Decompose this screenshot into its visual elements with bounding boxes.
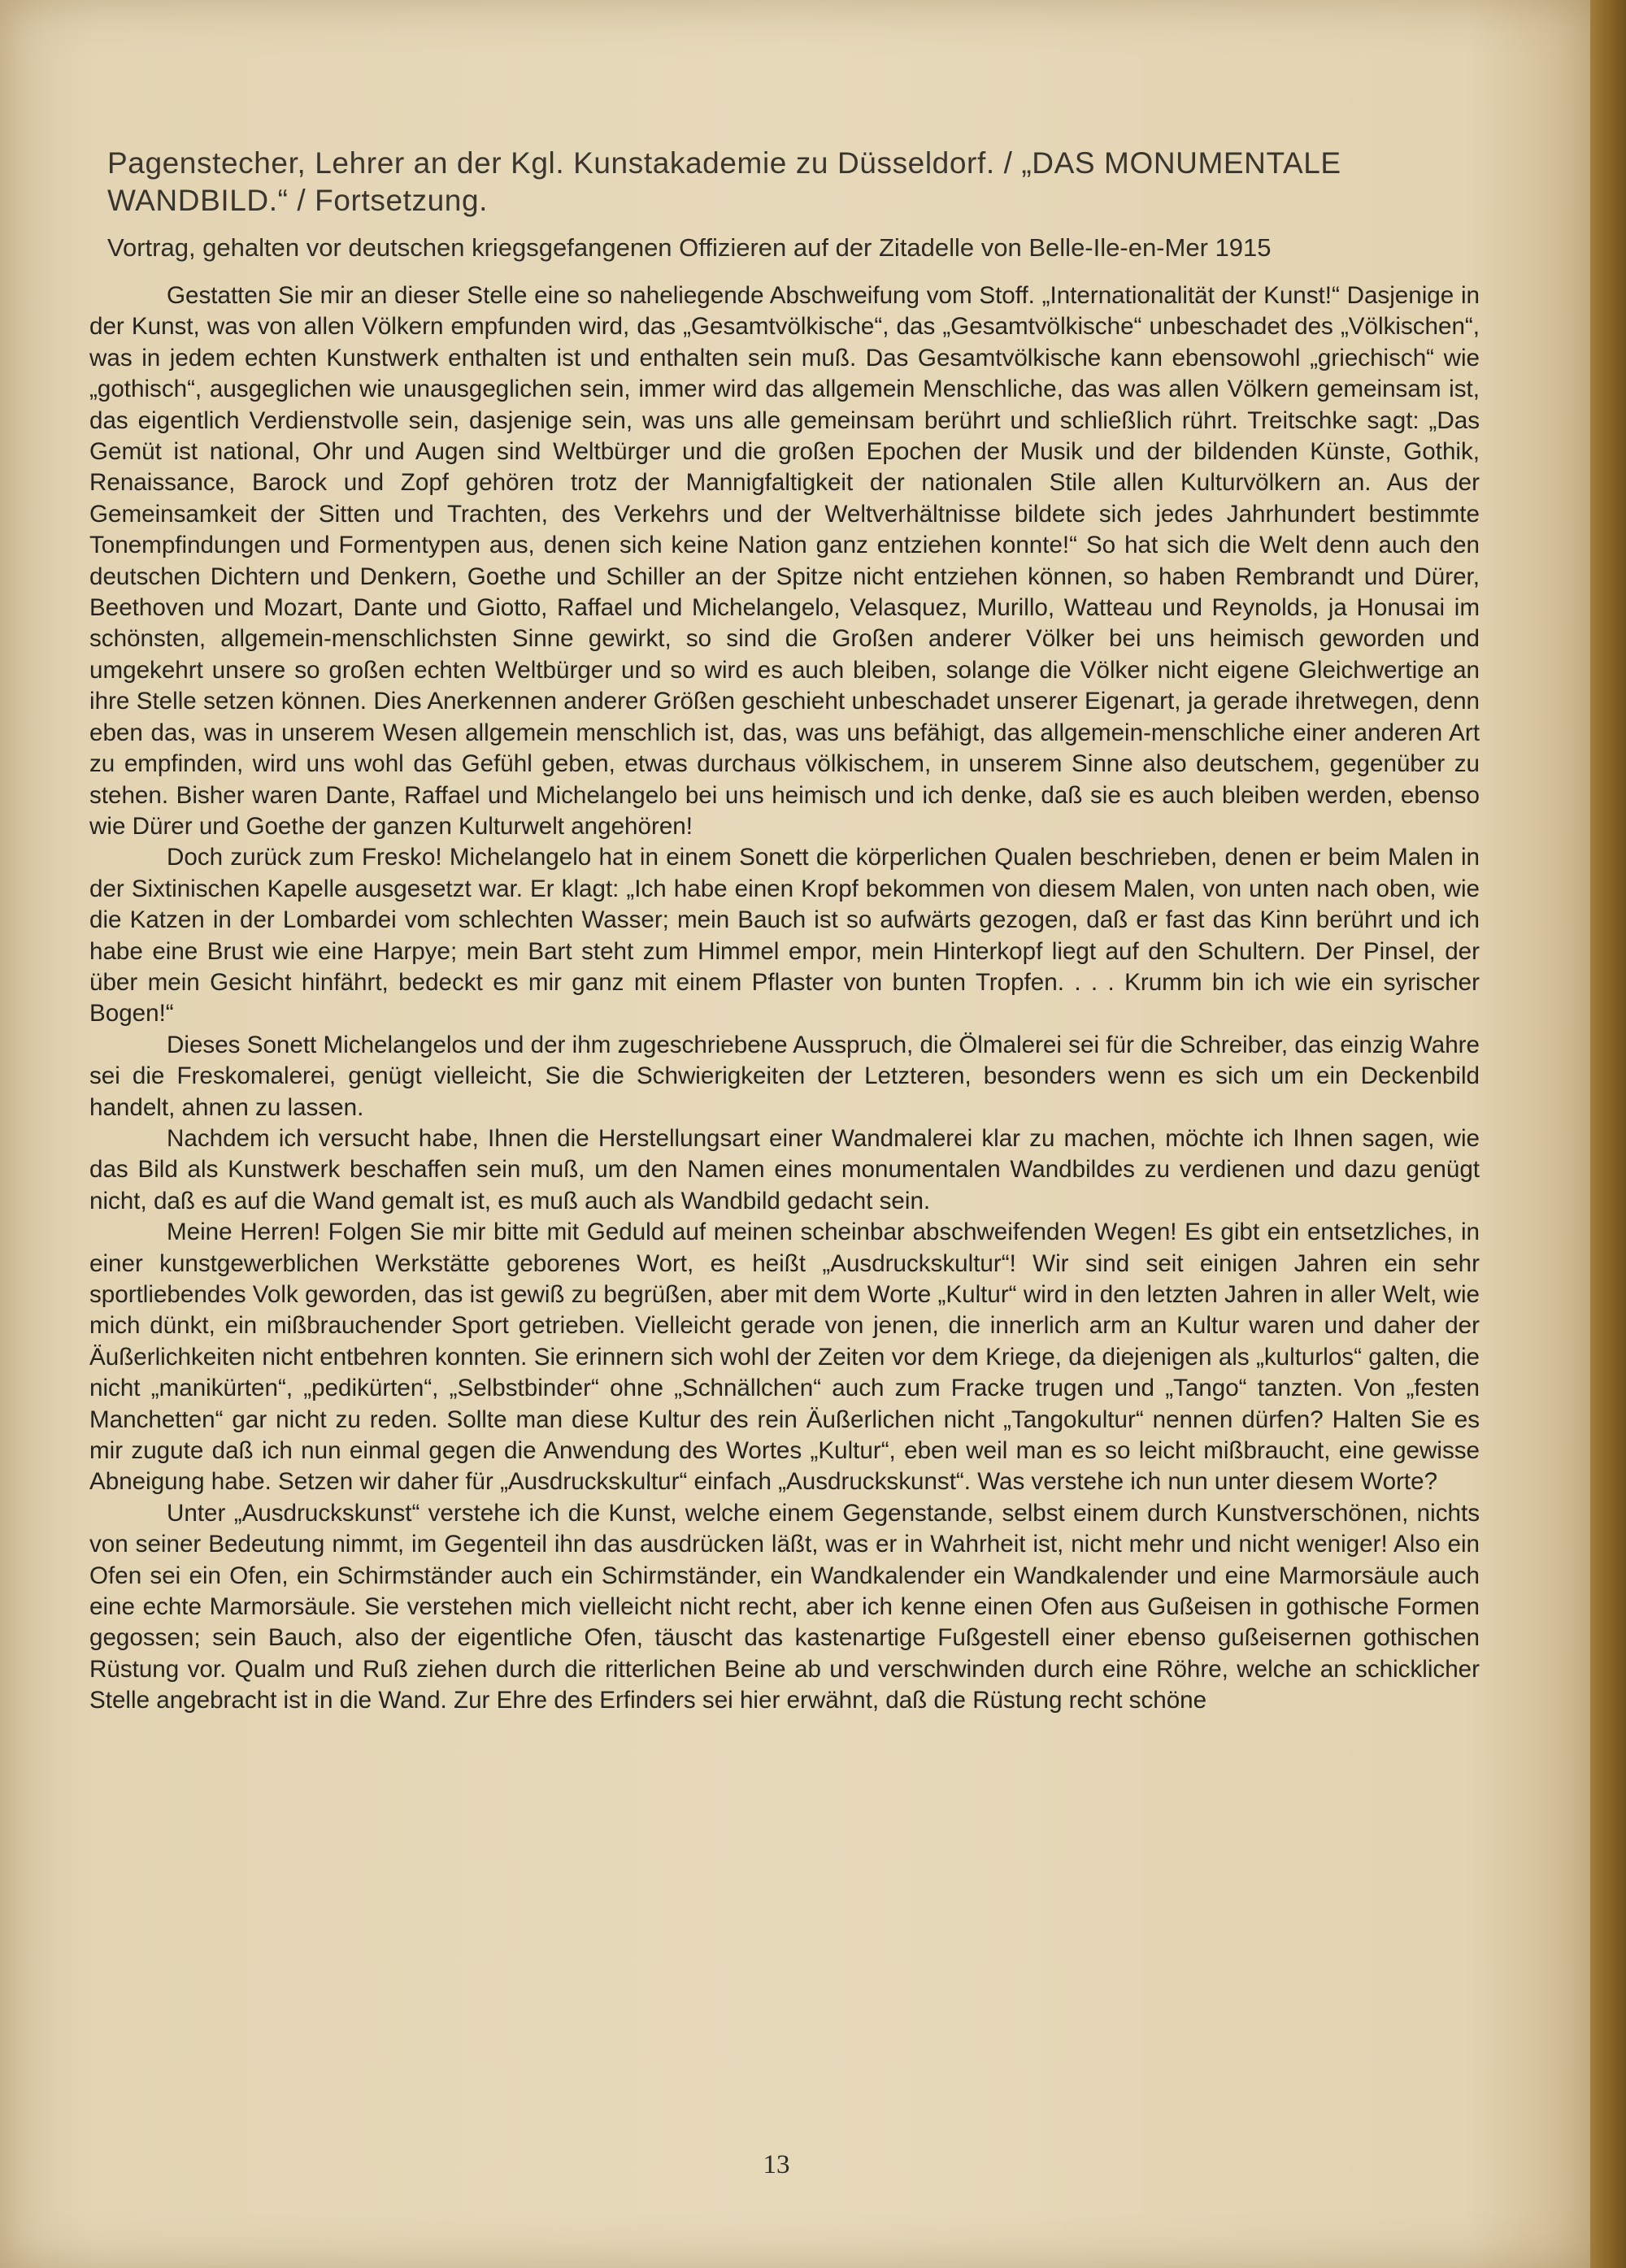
article-subtitle: Vortrag, gehalten vor deutschen kriegsgefangenen Offizieren auf der Zitadelle von Belle-Ile-en-Mer 1915: [107, 233, 1272, 262]
paragraph: Doch zurück zum Fresko! Michelangelo hat in einem Sonett die körperlichen Qualen beschrieben, denen er beim Malen in der Sixtinischen Kapelle ausgesetzt war. Er klagt: „Ich habe einen Kropf bekommen von diesem Malen, von unten nach oben, wie die Katzen in der Lombardei vom schlechten Wasser; mein Bauch ist so aufwärts gezogen, daß er fast das Kinn berührt und ich habe eine Brust wie eine Harpye; mein Bart steht zum Himmel empor, mein Hinterkopf liegt auf den Schultern. Der Pinsel, der über mein Gesicht hinfährt, bedeckt es mir ganz mit einem Pflaster von bunten Tropfen. . . . Krumm bin ich wie ein syrischer Bogen!“: [89, 844, 1480, 1028]
article-header: [107, 145, 1481, 265]
paragraph: Nachdem ich versucht habe, Ihnen die Herstellungsart einer Wandmalerei klar zu machen, möchte ich Ihnen sagen, wie das Bild als Kunstwerk beschaffen sein muß, um den Namen eines monumentalen Wandbildes zu verdienen und dazu genügt nicht, daß es auf die Wand gemalt ist, es muß auch als Wandbild gedacht sein.: [89, 1124, 1480, 1214]
page-number: 13: [763, 2150, 790, 2179]
paragraph: Dieses Sonett Michelangelos und der ihm zugeschriebene Ausspruch, die Ölmalerei sei für die Schreiber, das einzig Wahre sei die Freskomalerei, genügt vielleicht, Sie die Schwierigkeiten der Letzteren, besonders wenn es sich um ein Deckenbild handelt, ahnen zu lassen.: [89, 1031, 1480, 1121]
book-spine-edge: [1590, 0, 1626, 2268]
article-title: Pagenstecher, Lehrer an der Kgl. Kunstakademie zu Düsseldorf. / „DAS MONUMENTALE WANDBILD.“ / Fortsetzung.: [107, 146, 1341, 217]
paragraph: Meine Herren! Folgen Sie mir bitte mit Geduld auf meinen scheinbar abschweifenden Wegen! Es gibt ein entsetzliches, in einer kunstgewerblichen Werkstätte geborenes Wort, es heißt „Ausdruckskultur“! Wir sind seit einigen Jahren ein sehr sportliebendes Volk geworden, das ist gewiß zu begrüßen, aber mit dem Worte „Kultur“ wird in den letzten Jahren in aller Welt, wie mich dünkt, ein mißbrauchender Sport getrieben. Vielleicht gerade von jenen, die innerlich arm an Kultur waren und daher der Äußerlichkeiten nicht entbehren konnten. Sie erinnern sich wohl der Zeiten vor dem Kriege, da diejenigen als „kulturlos“ galten, die nicht „manikürten“, „pedikürten“, „Selbstbinder“ ohne „Schnällchen“ auch zum Fracke trugen und „Tango“ tanzten. Von „festen Manchetten“ gar nicht zu reden. Sollte man diese Kultur des rein Äußerlichen nicht „Tangokultur“ nennen dürfen? Halten Sie es mir zugute daß ich nun einmal gegen die Anwendung des Wortes „Kultur“, eben weil man es so leicht mißbraucht, eine gewisse Abneigung habe. Setzen wir daher für „Ausdruckskultur“ einfach „Ausdruckskunst“. Was verstehe ich nun unter diesem Worte?: [89, 1219, 1480, 1496]
article-body: [89, 280, 1480, 1717]
paragraph: Unter „Ausdruckskunst“ verstehe ich die Kunst, welche einem Gegenstande, selbst einem durch Kunstverschönen, nichts von seiner Bedeutung nimmt, im Gegenteil ihn das ausdrücken läßt, was er in Wahrheit ist, nicht mehr und nicht weniger! Also ein Ofen sei ein Ofen, ein Schirmständer auch ein Schirmständer, ein Wandkalender ein Wandkalender und eine Marmorsäule auch eine echte Marmorsäule. Sie verstehen mich vielleicht nicht recht, aber ich kenne einen Ofen aus Gußeisen in gothische Formen gegossen; sein Bauch, also der eigentliche Ofen, täuscht das kastenartige Fußgestell einer ebenso gußeisernen gothischen Rüstung vor. Qualm und Ruß ziehen durch die ritterlichen Beine ab und verschwinden durch eine Röhre, welche an schicklicher Stelle angebracht ist in die Wand. Zur Ehre des Erfinders sei hier erwähnt, daß die Rüstung recht schöne: [89, 1499, 1480, 1714]
paragraph: Gestatten Sie mir an dieser Stelle eine so naheliegende Abschweifung vom Stoff. „Internationalität der Kunst!“ Dasjenige in der Kunst, was von allen Völkern empfunden wird, das „Gesamtvölkische“, das „Gesamtvölkische“ unbeschadet des „Völkischen“, was in jedem echten Kunstwerk enthalten ist und enthalten sein muß. Das Gesamtvölkische kann ebensowohl „griechisch“ wie „gothisch“, ausgeglichen wie unausgeglichen sein, immer wird das allgemein Menschliche, das was allen Völkern gemeinsam ist, das eigentlich Verdienstvolle sein, dasjenige sein, was uns alle gemeinsam berührt und schließlich rührt. Treitschke sagt: „Das Gemüt ist national, Ohr und Augen sind Weltbürger und die großen Epochen der Musik und der bildenden Künste, Gothik, Renaissance, Barock und Zopf gehören trotz der Mannigfaltigkeit der nationalen Stile allen Kulturvölkern an. Aus der Gemeinsamkeit der Sitten und Trachten, des Verkehrs und der Weltverhältnisse bildete sich jedes Jahrhundert bestimmte Tonempfindungen und Formentypen aus, denen sich keine Nation ganz entziehen konnte!“ So hat sich die Welt denn auch den deutschen Dichtern und Denkern, Goethe und Schiller an der Spitze nicht entziehen können, so haben Rembrandt und Dürer, Beethoven und Mozart, Dante und Giotto, Raffael und Michelangelo, Velasquez, Murillo, Watteau und Reynolds, ja Honusai im schönsten, allgemein-menschlichsten Sinne gewirkt, so sind die Großen anderer Völker bei uns heimisch geworden und umgekehrt unsere so großen echten Weltbürger und so wird es auch bleiben, solange die Völker nicht eigene Gleichwertige an ihre Stelle setzen können. Dies Anerkennen anderer Größen geschieht unbeschadet unserer Eigenart, ja gerade ihretwegen, denn eben das, was in unserem Wesen allgemein menschlich ist, das, was uns befähigt, das allgemein-menschliche einer anderen Art zu empfinden, wird uns wohl das Gefühl geben, etwas durchaus völkischem, in unserem Sinne also deutschem, gegenüber zu stehen. Bisher waren Dante, Raffael und Michelangelo bei uns heimisch und ich denke, daß sie es auch bleiben werden, ebenso wie Dürer und Goethe der ganzen Kulturwelt angehören!: [89, 282, 1480, 840]
